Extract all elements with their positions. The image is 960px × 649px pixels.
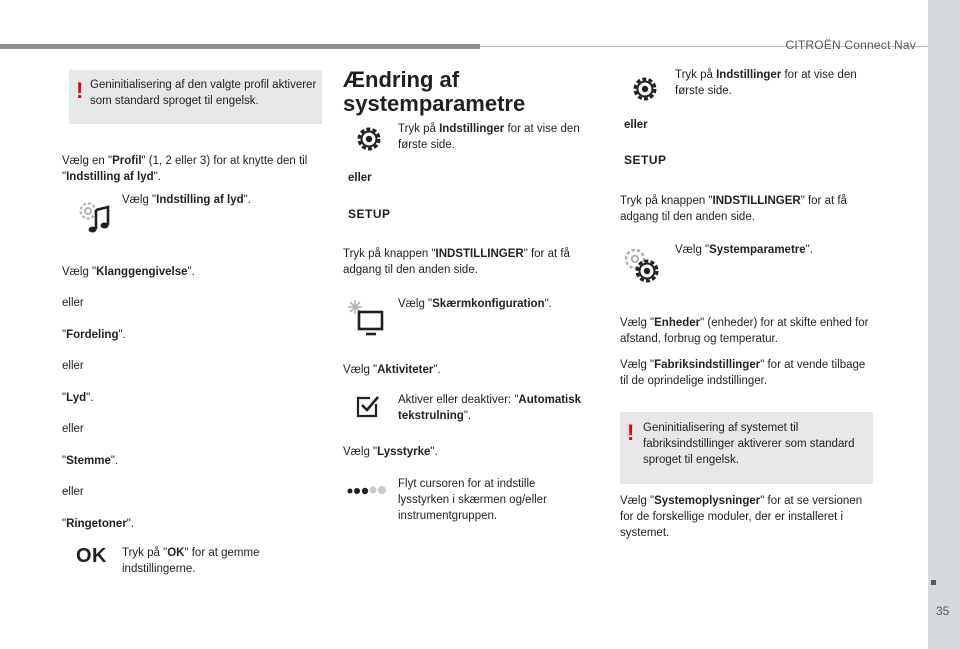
step-open-settings: Tryk på Indstillinger for at vise den første side. bbox=[675, 69, 857, 97]
option-fordeling: "Fordeling". bbox=[62, 329, 126, 341]
or-label: eller bbox=[348, 172, 372, 184]
option-stemme: "Stemme". bbox=[62, 455, 119, 467]
end-marker bbox=[931, 580, 936, 585]
warning-icon: ! bbox=[76, 78, 84, 103]
or-text: eller bbox=[62, 360, 84, 372]
setup-button-label: SETUP bbox=[348, 207, 391, 221]
page-side-tab bbox=[928, 0, 960, 649]
option-ringetoner: "Ringetoner". bbox=[62, 518, 135, 530]
step-brightness: Flyt cursoren for at indstille lysstyrken i skærmen og/eller instrumentgruppen. bbox=[398, 478, 547, 522]
checkbox-icon bbox=[355, 393, 381, 419]
or-text: eller bbox=[62, 423, 84, 435]
or-text: eller bbox=[62, 297, 84, 309]
step-open-settings: Tryk på Indstillinger for at vise den første side. bbox=[398, 123, 580, 151]
brightness-slider-icon bbox=[347, 484, 387, 496]
or-text: eller bbox=[62, 486, 84, 498]
step-system-params: Vælg "Systemparametre". bbox=[675, 244, 813, 256]
gear-icon bbox=[354, 124, 384, 154]
option-lyd: "Lyd". bbox=[62, 392, 94, 404]
or-label: eller bbox=[624, 119, 648, 131]
paragraph-profil: Vælg en "Profil" (1, 2 eller 3) for at knytte den til "Indstilling af lyd". bbox=[62, 155, 308, 183]
gear-icon bbox=[630, 74, 660, 104]
brand-header: CITROËN Connect Nav bbox=[785, 38, 916, 52]
paragraph-lysstyrke: Vælg "Lysstyrke". bbox=[343, 446, 438, 458]
display-settings-icon bbox=[346, 298, 386, 338]
paragraph-enheder: Vælg "Enheder" (enheder) for at skifte enhed for afstand, forbrug og temperatur. bbox=[620, 317, 869, 345]
warning-note-text: Geninitialisering af systemet til fabriksindstillinger aktiverer som standard sproget til engelsk. bbox=[643, 422, 855, 466]
paragraph-systemoplysninger: Vælg "Systemoplysninger" for at se versionen for de forskellige moduler, der er installeret i systemet. bbox=[620, 495, 863, 539]
option-klanggengivelse: Vælg "Klanggengivelse". bbox=[62, 266, 195, 278]
ok-button-label: OK bbox=[76, 545, 107, 567]
warning-icon: ! bbox=[627, 420, 635, 445]
paragraph-fabriksindstillinger: Vælg "Fabriksindstillinger" for at vende tilbage til de oprindelige indstillinger. bbox=[620, 359, 866, 387]
paragraph-indstillinger: Tryk på knappen "INDSTILLINGER" for at få adgang til den anden side. bbox=[343, 248, 570, 276]
top-rule-bar bbox=[0, 44, 480, 49]
warning-note-text: Geninitialisering af den valgte profil aktiverer som standard sproget til engelsk. bbox=[90, 79, 317, 107]
paragraph-aktiviteter: Vælg "Aktiviteter". bbox=[343, 364, 441, 376]
setup-button-label: SETUP bbox=[624, 153, 667, 167]
sound-settings-icon bbox=[76, 198, 114, 236]
system-settings-icon bbox=[622, 246, 662, 286]
step-ok: Tryk på "OK" for at gemme indstillingerne. bbox=[122, 547, 260, 575]
step-auto-scroll: Aktiver eller deaktiver: "Automatisk tekstrulning". bbox=[398, 394, 582, 422]
paragraph-indstillinger: Tryk på knappen "INDSTILLINGER" for at få adgang til den anden side. bbox=[620, 195, 847, 223]
page-number: 35 bbox=[936, 604, 950, 618]
step-display-config: Vælg "Skærmkonfiguration". bbox=[398, 298, 552, 310]
step-sound-settings: Vælg "Indstilling af lyd". bbox=[122, 194, 251, 206]
section-title: Ændring af systemparametre bbox=[343, 67, 526, 116]
